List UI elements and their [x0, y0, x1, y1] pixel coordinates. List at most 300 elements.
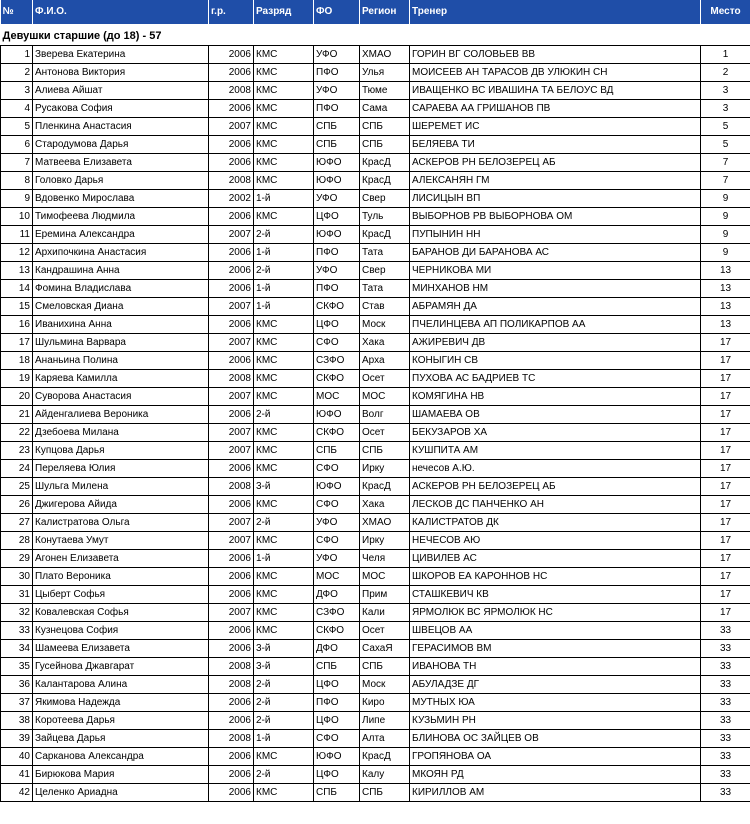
cell-place: 17	[701, 334, 750, 352]
cell-region: Челя	[360, 550, 410, 568]
table-row	[1, 460, 750, 478]
cell-num: 15	[1, 298, 33, 316]
cell-region: Волг	[360, 406, 410, 424]
table-row	[1, 640, 750, 658]
cell-place: 17	[701, 604, 750, 622]
table-row	[1, 316, 750, 334]
cell-region: Свер	[360, 190, 410, 208]
header-num: №	[1, 0, 33, 24]
cell-coach: ЧЕРНИКОВА МИ	[410, 262, 701, 280]
cell-place: 33	[701, 640, 750, 658]
table-row	[1, 208, 750, 226]
cell-fo: УФО	[314, 46, 360, 64]
cell-num: 27	[1, 514, 33, 532]
cell-coach: ЛЕСКОВ ДС ПАНЧЕНКО АН	[410, 496, 701, 514]
cell-rank: 3-й	[254, 640, 314, 658]
cell-rank: КМС	[254, 154, 314, 172]
cell-fo: ЮФО	[314, 406, 360, 424]
table-row	[1, 586, 750, 604]
cell-year: 2002	[209, 190, 254, 208]
cell-name: Якимова Надежда	[33, 694, 209, 712]
cell-fo: СПБ	[314, 658, 360, 676]
cell-place: 2	[701, 64, 750, 82]
cell-year: 2006	[209, 46, 254, 64]
cell-year: 2008	[209, 478, 254, 496]
cell-fo: ПФО	[314, 280, 360, 298]
cell-coach: САРАЕВА АА ГРИШАНОВ ПВ	[410, 100, 701, 118]
cell-region: Осет	[360, 622, 410, 640]
cell-num: 41	[1, 766, 33, 784]
cell-num: 22	[1, 424, 33, 442]
cell-rank: 2-й	[254, 712, 314, 730]
cell-rank: КМС	[254, 622, 314, 640]
cell-fo: ЮФО	[314, 748, 360, 766]
cell-fo: СКФО	[314, 424, 360, 442]
cell-year: 2008	[209, 370, 254, 388]
cell-rank: 1-й	[254, 298, 314, 316]
cell-place: 5	[701, 118, 750, 136]
table-row	[1, 334, 750, 352]
cell-year: 2006	[209, 244, 254, 262]
cell-place: 17	[701, 550, 750, 568]
cell-num: 20	[1, 388, 33, 406]
cell-coach: КОМЯГИНА НВ	[410, 388, 701, 406]
cell-fo: ДФО	[314, 586, 360, 604]
cell-region: КрасД	[360, 172, 410, 190]
cell-year: 2008	[209, 82, 254, 100]
table-row	[1, 280, 750, 298]
cell-fo: СКФО	[314, 622, 360, 640]
cell-num: 29	[1, 550, 33, 568]
cell-num: 39	[1, 730, 33, 748]
cell-coach: КАЛИСТРАТОВ ДК	[410, 514, 701, 532]
table-row	[1, 226, 750, 244]
cell-place: 9	[701, 244, 750, 262]
cell-place: 13	[701, 298, 750, 316]
cell-num: 19	[1, 370, 33, 388]
cell-year: 2007	[209, 532, 254, 550]
cell-rank: КМС	[254, 604, 314, 622]
cell-place: 1	[701, 46, 750, 64]
cell-num: 35	[1, 658, 33, 676]
cell-place: 17	[701, 514, 750, 532]
cell-fo: УФО	[314, 514, 360, 532]
cell-year: 2007	[209, 388, 254, 406]
cell-fo: ПФО	[314, 244, 360, 262]
cell-rank: 1-й	[254, 730, 314, 748]
cell-num: 26	[1, 496, 33, 514]
cell-place: 17	[701, 388, 750, 406]
header-fo: ФО	[314, 0, 360, 24]
cell-coach: КИРИЛЛОВ АМ	[410, 784, 701, 802]
table-row	[1, 604, 750, 622]
cell-region: Осет	[360, 424, 410, 442]
cell-year: 2008	[209, 676, 254, 694]
cell-fo: ЮФО	[314, 172, 360, 190]
cell-fo: СФО	[314, 334, 360, 352]
cell-coach: КОНЫГИН СВ	[410, 352, 701, 370]
cell-name: Матвеева Елизавета	[33, 154, 209, 172]
cell-num: 11	[1, 226, 33, 244]
cell-num: 33	[1, 622, 33, 640]
cell-place: 33	[701, 730, 750, 748]
table-row	[1, 100, 750, 118]
cell-place: 3	[701, 100, 750, 118]
cell-year: 2006	[209, 748, 254, 766]
cell-rank: КМС	[254, 424, 314, 442]
cell-num: 34	[1, 640, 33, 658]
cell-coach: ШКОРОВ ЕА КАРОННОВ НС	[410, 568, 701, 586]
cell-num: 37	[1, 694, 33, 712]
cell-year: 2008	[209, 730, 254, 748]
table-row	[1, 712, 750, 730]
cell-rank: КМС	[254, 370, 314, 388]
cell-place: 13	[701, 280, 750, 298]
cell-name: Цыберт Софья	[33, 586, 209, 604]
cell-fo: СПБ	[314, 442, 360, 460]
cell-rank: 1-й	[254, 280, 314, 298]
cell-coach: МКОЯН РД	[410, 766, 701, 784]
cell-rank: КМС	[254, 64, 314, 82]
cell-num: 42	[1, 784, 33, 802]
cell-fo: ПФО	[314, 100, 360, 118]
cell-fo: УФО	[314, 82, 360, 100]
table-row	[1, 262, 750, 280]
cell-region: СПБ	[360, 658, 410, 676]
table-row	[1, 766, 750, 784]
cell-place: 7	[701, 154, 750, 172]
cell-name: Гусейнова Джавгарат	[33, 658, 209, 676]
cell-rank: 2-й	[254, 766, 314, 784]
cell-name: Переляева Юлия	[33, 460, 209, 478]
table-row	[1, 298, 750, 316]
cell-name: Ананьина Полина	[33, 352, 209, 370]
cell-rank: 3-й	[254, 658, 314, 676]
cell-rank: КМС	[254, 82, 314, 100]
cell-region: Алта	[360, 730, 410, 748]
table-row	[1, 406, 750, 424]
cell-name: Суворова Анастасия	[33, 388, 209, 406]
cell-fo: ЮФО	[314, 478, 360, 496]
cell-num: 18	[1, 352, 33, 370]
cell-year: 2006	[209, 262, 254, 280]
cell-rank: КМС	[254, 388, 314, 406]
cell-year: 2007	[209, 118, 254, 136]
cell-region: Тюме	[360, 82, 410, 100]
cell-region: Ирку	[360, 460, 410, 478]
cell-name: Зайцева Дарья	[33, 730, 209, 748]
table-row	[1, 154, 750, 172]
cell-num: 10	[1, 208, 33, 226]
cell-coach: ГЕРАСИМОВ ВМ	[410, 640, 701, 658]
cell-rank: 1-й	[254, 550, 314, 568]
cell-coach: ПЧЕЛИНЦЕВА АП ПОЛИКАРПОВ АА	[410, 316, 701, 334]
cell-coach: ИВАНОВА ТН	[410, 658, 701, 676]
cell-place: 5	[701, 136, 750, 154]
cell-name: Плато Вероника	[33, 568, 209, 586]
cell-place: 17	[701, 352, 750, 370]
cell-num: 9	[1, 190, 33, 208]
cell-coach: БАРАНОВ ДИ БАРАНОВА АС	[410, 244, 701, 262]
header-year: г.р.	[209, 0, 254, 24]
header-region: Регион	[360, 0, 410, 24]
cell-num: 25	[1, 478, 33, 496]
cell-rank: 2-й	[254, 514, 314, 532]
table-row	[1, 622, 750, 640]
cell-name: Кузнецова София	[33, 622, 209, 640]
cell-coach: ЛИСИЦЫН ВП	[410, 190, 701, 208]
table-row	[1, 424, 750, 442]
cell-rank: 1-й	[254, 190, 314, 208]
cell-place: 13	[701, 316, 750, 334]
table-row	[1, 550, 750, 568]
table-row	[1, 64, 750, 82]
cell-name: Алиева Айшат	[33, 82, 209, 100]
cell-place: 17	[701, 424, 750, 442]
cell-fo: СПБ	[314, 136, 360, 154]
cell-year: 2006	[209, 712, 254, 730]
cell-place: 9	[701, 190, 750, 208]
cell-fo: СФО	[314, 496, 360, 514]
cell-fo: ПФО	[314, 694, 360, 712]
cell-coach: МОИСЕЕВ АН ТАРАСОВ ДВ УЛЮКИН СН	[410, 64, 701, 82]
cell-coach: АБУЛАДЗЕ ДГ	[410, 676, 701, 694]
cell-coach: нечесов А.Ю.	[410, 460, 701, 478]
cell-place: 33	[701, 748, 750, 766]
cell-coach: ПУПЫНИН НН	[410, 226, 701, 244]
cell-num: 13	[1, 262, 33, 280]
cell-name: Фомина Владислава	[33, 280, 209, 298]
cell-coach: ЯРМОЛЮК ВС ЯРМОЛЮК НС	[410, 604, 701, 622]
table-row	[1, 514, 750, 532]
cell-num: 14	[1, 280, 33, 298]
cell-year: 2006	[209, 640, 254, 658]
cell-coach: ВЫБОРНОВ РВ ВЫБОРНОВА ОМ	[410, 208, 701, 226]
cell-place: 33	[701, 658, 750, 676]
cell-coach: ШАМАЕВА ОВ	[410, 406, 701, 424]
header-coach: Тренер	[410, 0, 701, 24]
cell-place: 33	[701, 766, 750, 784]
table-row	[1, 352, 750, 370]
cell-place: 17	[701, 370, 750, 388]
cell-year: 2008	[209, 658, 254, 676]
cell-coach: БЕЛЯЕВА ТИ	[410, 136, 701, 154]
cell-fo: ЦФО	[314, 712, 360, 730]
header-row	[1, 0, 750, 24]
cell-rank: КМС	[254, 586, 314, 604]
cell-num: 24	[1, 460, 33, 478]
header-rank: Разряд	[254, 0, 314, 24]
cell-name: Бирюкова Мария	[33, 766, 209, 784]
cell-coach: КУЗЬМИН РН	[410, 712, 701, 730]
cell-rank: КМС	[254, 532, 314, 550]
cell-fo: СКФО	[314, 370, 360, 388]
cell-year: 2006	[209, 154, 254, 172]
cell-region: Хака	[360, 334, 410, 352]
cell-coach: НЕЧЕСОВ АЮ	[410, 532, 701, 550]
cell-rank: 2-й	[254, 694, 314, 712]
cell-year: 2006	[209, 496, 254, 514]
table-row	[1, 658, 750, 676]
cell-fo: ЦФО	[314, 316, 360, 334]
cell-num: 16	[1, 316, 33, 334]
cell-region: Улья	[360, 64, 410, 82]
cell-name: Шульмина Варвара	[33, 334, 209, 352]
cell-coach: СТАШКЕВИЧ КВ	[410, 586, 701, 604]
cell-region: КрасД	[360, 226, 410, 244]
cell-place: 17	[701, 442, 750, 460]
table-row	[1, 532, 750, 550]
cell-coach: ШЕРЕМЕТ ИС	[410, 118, 701, 136]
cell-name: Калистратова Ольга	[33, 514, 209, 532]
group-title-row	[1, 28, 750, 46]
table-row	[1, 568, 750, 586]
cell-region: Хака	[360, 496, 410, 514]
cell-place: 33	[701, 676, 750, 694]
cell-coach: МИНХАНОВ НМ	[410, 280, 701, 298]
cell-num: 3	[1, 82, 33, 100]
cell-place: 7	[701, 172, 750, 190]
cell-name: Антонова Виктория	[33, 64, 209, 82]
cell-place: 17	[701, 406, 750, 424]
table-row	[1, 172, 750, 190]
cell-name: Архипочкина Анастасия	[33, 244, 209, 262]
cell-rank: КМС	[254, 460, 314, 478]
table-row	[1, 478, 750, 496]
cell-num: 31	[1, 586, 33, 604]
cell-name: Коротеева Дарья	[33, 712, 209, 730]
cell-region: КрасД	[360, 478, 410, 496]
cell-region: СПБ	[360, 784, 410, 802]
cell-year: 2007	[209, 298, 254, 316]
cell-place: 17	[701, 478, 750, 496]
cell-year: 2006	[209, 694, 254, 712]
cell-region: Тата	[360, 280, 410, 298]
cell-fo: МОС	[314, 388, 360, 406]
table-row	[1, 46, 750, 64]
cell-fo: СПБ	[314, 784, 360, 802]
cell-year: 2006	[209, 100, 254, 118]
cell-fo: ЦФО	[314, 676, 360, 694]
cell-region: Ирку	[360, 532, 410, 550]
cell-rank: 3-й	[254, 478, 314, 496]
table-row	[1, 694, 750, 712]
table-row	[1, 136, 750, 154]
cell-rank: 2-й	[254, 406, 314, 424]
cell-coach: ШВЕЦОВ АА	[410, 622, 701, 640]
cell-place: 33	[701, 784, 750, 802]
cell-fo: СКФО	[314, 298, 360, 316]
cell-name: Шамеева Елизавета	[33, 640, 209, 658]
cell-place: 33	[701, 712, 750, 730]
cell-year: 2007	[209, 424, 254, 442]
cell-year: 2008	[209, 172, 254, 190]
cell-place: 9	[701, 226, 750, 244]
cell-name: Иванихина Анна	[33, 316, 209, 334]
cell-name: Смеловская Диана	[33, 298, 209, 316]
cell-region: Кали	[360, 604, 410, 622]
cell-region: ХМАО	[360, 514, 410, 532]
cell-num: 8	[1, 172, 33, 190]
cell-year: 2007	[209, 334, 254, 352]
cell-name: Сарканова Александра	[33, 748, 209, 766]
cell-num: 36	[1, 676, 33, 694]
cell-region: Киро	[360, 694, 410, 712]
cell-coach: АЖИРЕВИЧ ДВ	[410, 334, 701, 352]
cell-name: Конутаева Умут	[33, 532, 209, 550]
cell-rank: КМС	[254, 100, 314, 118]
cell-coach: АЛЕКСАНЯН ГМ	[410, 172, 701, 190]
cell-name: Кандрашина Анна	[33, 262, 209, 280]
cell-region: Свер	[360, 262, 410, 280]
cell-fo: СЗФО	[314, 352, 360, 370]
cell-year: 2006	[209, 622, 254, 640]
cell-year: 2006	[209, 316, 254, 334]
cell-num: 28	[1, 532, 33, 550]
cell-name: Калантарова Алина	[33, 676, 209, 694]
cell-fo: СФО	[314, 532, 360, 550]
cell-rank: КМС	[254, 208, 314, 226]
cell-fo: ПФО	[314, 64, 360, 82]
cell-rank: КМС	[254, 334, 314, 352]
cell-year: 2006	[209, 460, 254, 478]
cell-region: СПБ	[360, 136, 410, 154]
cell-year: 2007	[209, 442, 254, 460]
cell-place: 3	[701, 82, 750, 100]
cell-coach: БЛИНОВА ОС ЗАЙЦЕВ ОВ	[410, 730, 701, 748]
cell-num: 7	[1, 154, 33, 172]
table-row	[1, 190, 750, 208]
cell-place: 33	[701, 694, 750, 712]
cell-region: Сама	[360, 100, 410, 118]
cell-rank: КМС	[254, 118, 314, 136]
cell-year: 2006	[209, 280, 254, 298]
cell-coach: МУТНЫХ ЮА	[410, 694, 701, 712]
cell-num: 12	[1, 244, 33, 262]
cell-rank: КМС	[254, 136, 314, 154]
cell-coach: АСКЕРОВ РН БЕЛОЗЕРЕЦ АБ	[410, 478, 701, 496]
cell-name: Целенко Ариадна	[33, 784, 209, 802]
table-row	[1, 442, 750, 460]
cell-num: 5	[1, 118, 33, 136]
cell-name: Шульга Милена	[33, 478, 209, 496]
cell-name: Айденгалиева Вероника	[33, 406, 209, 424]
cell-num: 17	[1, 334, 33, 352]
cell-num: 40	[1, 748, 33, 766]
cell-num: 21	[1, 406, 33, 424]
cell-rank: КМС	[254, 748, 314, 766]
cell-coach: АСКЕРОВ РН БЕЛОЗЕРЕЦ АБ	[410, 154, 701, 172]
cell-fo: ЮФО	[314, 154, 360, 172]
cell-num: 23	[1, 442, 33, 460]
table-row	[1, 244, 750, 262]
cell-coach: АБРАМЯН ДА	[410, 298, 701, 316]
cell-rank: КМС	[254, 172, 314, 190]
cell-fo: СФО	[314, 460, 360, 478]
cell-year: 2006	[209, 64, 254, 82]
cell-name: Русакова София	[33, 100, 209, 118]
cell-region: КрасД	[360, 154, 410, 172]
cell-name: Головко Дарья	[33, 172, 209, 190]
cell-name: Ковалевская Софья	[33, 604, 209, 622]
table-row	[1, 370, 750, 388]
cell-year: 2006	[209, 406, 254, 424]
cell-region: ХМАО	[360, 46, 410, 64]
cell-fo: УФО	[314, 262, 360, 280]
cell-name: Вдовенко Мирослава	[33, 190, 209, 208]
cell-num: 4	[1, 100, 33, 118]
cell-region: СПБ	[360, 442, 410, 460]
